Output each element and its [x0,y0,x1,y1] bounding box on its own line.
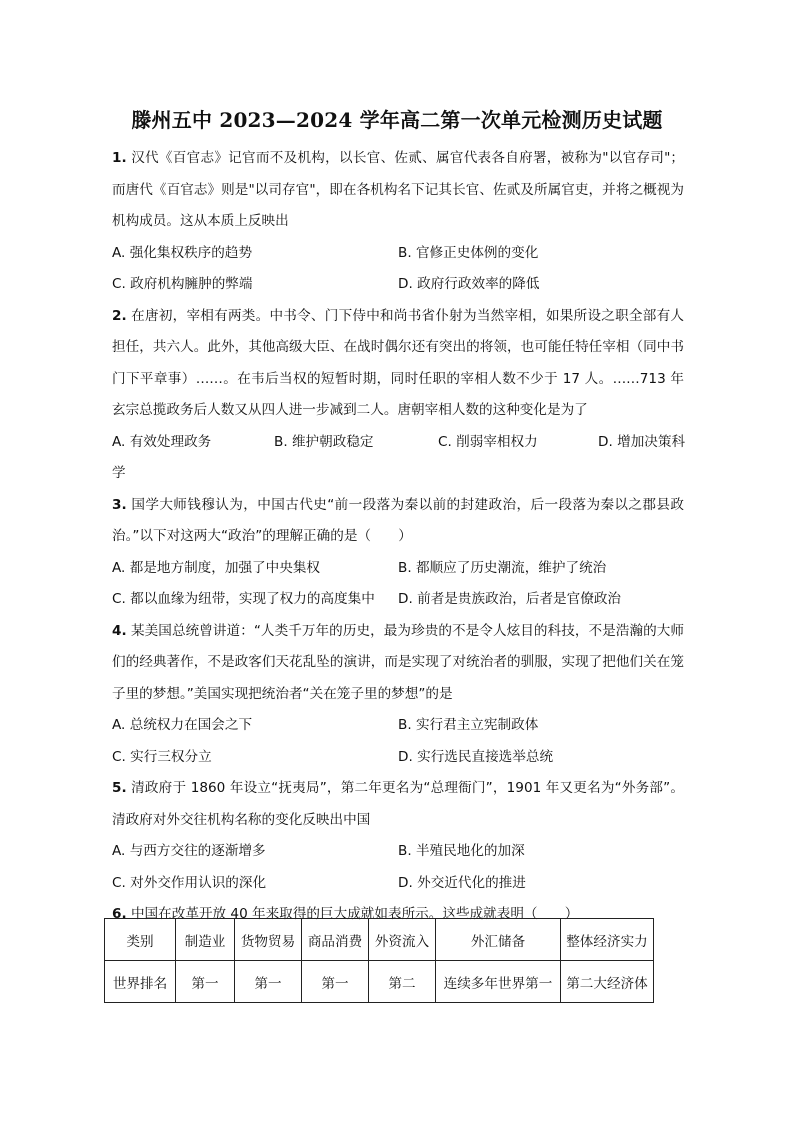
table-cell: 外汇储备 [436,919,561,961]
question-number: 3. [112,496,127,513]
table-cell: 世界排名 [105,961,176,1003]
option-d-wrap: 学 [112,465,126,481]
question-5 [112,773,684,836]
table-cell: 第一 [176,961,235,1003]
option-b: B. 都顺应了历史潮流，维护了统治 [398,559,607,576]
option-c: C. 对外交作用认识的深化 [112,874,267,891]
table-cell: 外资流入 [369,919,436,961]
option-d: D. 实行选民直接选举总统 [398,748,554,765]
question-text: 国学大师钱穆认为，中国古代史“前一段落为秦以前的封建政治，后一段落为秦以之郡县政治。”以下对这两大“政治”的理解正确的是（ ） [112,496,684,544]
question-4-options [112,710,684,773]
question-number: 1. [112,150,127,166]
question-number: 5. [112,780,127,796]
table-cell: 第二 [369,961,436,1003]
page-title: 滕州五中 2023—2024 学年高二第一次单元检测历史试题 [131,108,663,132]
option-c: C. 削弱宰相权力 [438,433,538,450]
question-text: 在唐初，宰相有两类。中书令、门下侍中和尚书省仆射为当然宰相，如果所设之职全部有人担任，共六人。此外，其他高级大臣、在战时偶尔还有突出的将领，也可能任特任宰相（同中书门下平章事）……。在韦后当权的短暂时期，同时任职的宰相人数不少于 17 人。……713 年玄宗总揽政务后人数又从四人进一步减到二人。唐朝宰相人数的这种变化是为了 [112,307,684,418]
question-number: 4. [112,622,127,639]
question-text: 清政府于 1860 年设立“抚夷局”，第二年更名为“总理衙门”，1901 年又更名为“外务部”。清政府对外交往机构名称的变化反映出中国 [112,780,684,828]
achievements-table [104,918,654,1003]
option-a: A. 与西方交往的逐渐增多 [112,843,266,859]
option-c: C. 政府机构臃肿的弊端 [112,276,253,292]
option-d: D. 外交近代化的推进 [398,874,526,891]
question-number: 6. [112,906,127,922]
questions [112,143,684,931]
option-d: D. 增加决策科 [598,433,686,450]
table-cell: 类别 [105,919,176,961]
table-cell: 第一 [235,961,302,1003]
table-cell: 货物贸易 [235,919,302,961]
question-2 [112,301,684,427]
table-cell: 第一 [302,961,369,1003]
option-a: A. 总统权力在国会之下 [112,717,253,733]
table-header-row [105,919,654,961]
option-a: A. 强化集权秩序的趋势 [112,244,253,261]
option-a: A. 有效处理政务 [112,433,212,450]
question-5-options [112,836,684,899]
option-b: B. 实行君主立宪制政体 [398,717,539,733]
option-d: D. 前者是贵族政治，后者是官僚政治 [398,591,622,607]
question-text: 汉代《百官志》记官而不及机构，以长官、佐贰、属官代表各自府署，被称为"以官存司"；而唐代《百官志》则是"以司存官"，即在各机构名下记其长官、佐贰及所属官吏，并将之概视为机构成员。这从本质上反映出 [112,150,684,229]
question-number: 2. [112,307,127,324]
option-c: C. 都以血缘为纽带，实现了权力的高度集中 [112,591,375,607]
question-4 [112,616,684,711]
question-2-options [112,427,684,459]
table-cell: 制造业 [176,919,235,961]
table-cell: 连续多年世界第一 [436,961,561,1003]
table-cell: 第二大经济体 [561,961,654,1003]
question-3-options [112,553,684,616]
question-3 [112,490,684,553]
option-b: B. 半殖民地化的加深 [398,843,525,859]
question-text: 某美国总统曾讲道：“人类千万年的历史，最为珍贵的不是令人炫目的科技，不是浩瀚的大师们的经典著作，不是政客们天花乱坠的演讲，而是实现了对统治者的驯服，实现了把他们关在笼子里的梦想。”美国实现把统治者“关在笼子里的梦想”的是 [112,622,684,702]
table-cell: 商品消费 [302,919,369,961]
option-b: B. 官修正史体例的变化 [398,244,539,261]
option-a: A. 都是地方制度，加强了中央集权 [112,559,321,576]
option-d: D. 政府行政效率的降低 [398,276,540,292]
table-row [105,961,654,1003]
question-text: 中国在改革开放 40 年来取得的巨大成就如表所示。这些成就表明（ ） [126,906,579,922]
option-c: C. 实行三权分立 [112,748,212,765]
question-1-options [112,238,684,301]
option-b: B. 维护朝政稳定 [274,433,374,450]
question-1 [112,143,684,238]
table-cell: 整体经济实力 [561,919,654,961]
